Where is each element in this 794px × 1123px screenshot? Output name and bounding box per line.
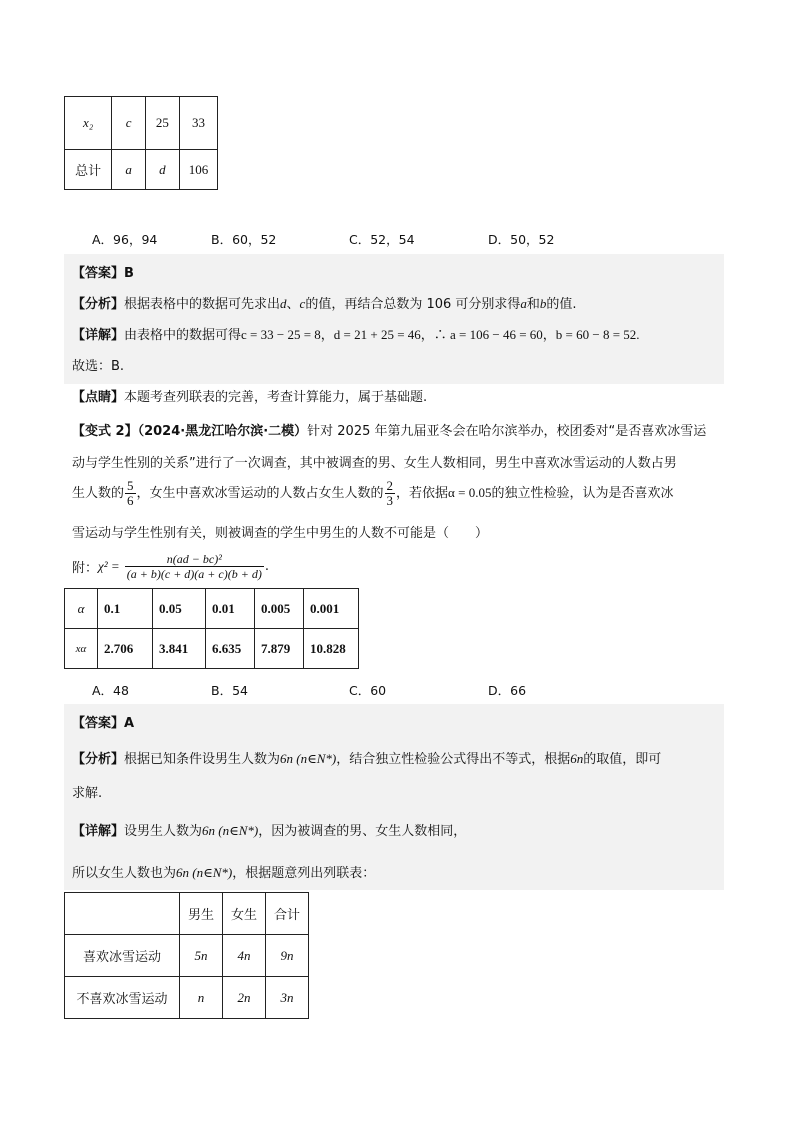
fraction-numerator: 2 (386, 478, 394, 493)
detail-text: 由表格中的数据可得 (124, 328, 242, 343)
formula-lhs: χ² = (98, 558, 120, 574)
analysis-line (72, 293, 577, 312)
option-b: B．60，52 (211, 232, 277, 247)
detail-text: 所以女生人数也为 (72, 866, 177, 881)
math-expression: 6n (570, 751, 584, 766)
question-stem-line (72, 420, 706, 439)
math-var: a (520, 296, 527, 311)
option-b: B．54 (211, 683, 248, 698)
table-row (65, 977, 309, 1019)
math-var: d (280, 296, 287, 311)
analysis-line: 求解. (72, 786, 103, 801)
analysis-text: 根据表格中的数据可先求出 (124, 297, 281, 312)
table-cell: 合计 (266, 893, 309, 935)
detail-line (72, 324, 640, 343)
table-cell: xα (65, 629, 98, 669)
table-cell: 男生 (180, 893, 223, 935)
table-cell: 女生 (223, 893, 266, 935)
comment-label: 【点睛】 (72, 390, 125, 405)
answer-line (72, 262, 134, 281)
table-cell: d (145, 150, 179, 190)
analysis-label: 【分析】 (72, 752, 125, 767)
comment-text: 本题考查列联表的完善，考查计算能力，属于基础题. (124, 390, 428, 405)
table-cell: 2n (223, 977, 266, 1019)
table-cell: 3.841 (153, 629, 206, 669)
analysis-text: 的值，再结合总数为 106 可分别求得 (305, 297, 521, 312)
table-cell: 不喜欢冰雪运动 (65, 977, 180, 1019)
fraction-denominator: 6 (127, 493, 134, 508)
table-cell: a (112, 150, 146, 190)
option-a: A．96，94 (92, 232, 158, 247)
math-expression: 6n (n∈N*) (202, 823, 259, 838)
table-cell (65, 893, 180, 935)
table-row (65, 150, 218, 190)
stem-text: 的独立性检验，认为是否喜欢冰 (491, 486, 674, 501)
table-cell: 0.005 (255, 589, 304, 629)
table-cell: 6.635 (206, 629, 255, 669)
answer-line (72, 712, 134, 731)
table-cell: 25 (145, 97, 179, 150)
table-cell: 3n (266, 977, 309, 1019)
table-cell: 2.706 (98, 629, 153, 669)
top-contingency-table (64, 96, 218, 190)
analysis-line (72, 748, 661, 767)
table-cell: 9n (266, 935, 309, 977)
detail-line (72, 820, 466, 839)
stem-text: 针对 2025 年第九届亚冬会在哈尔滨举办，校团委对“是否喜欢冰雪运 (307, 424, 707, 439)
table-row (65, 589, 359, 629)
table-row (65, 893, 309, 935)
analysis-text: 的值. (546, 297, 577, 312)
analysis-text: 根据已知条件设男生人数为 (124, 752, 281, 767)
table-cell: 4n (223, 935, 266, 977)
fraction-numerator: 5 (127, 478, 134, 493)
formula-end: . (264, 559, 269, 574)
detail-text: ，因为被调查的男、女生人数相同， (258, 824, 467, 839)
answer-value: B (124, 266, 134, 281)
table-cell: 7.879 (255, 629, 304, 669)
math-expression: 6n (n∈N*) (280, 751, 337, 766)
detail-label: 【详解】 (72, 824, 125, 839)
option-c: C．52，54 (349, 232, 415, 247)
contingency-table (64, 892, 309, 1019)
question-stem-line: 雪运动与学生性别有关，则被调查的学生中男生的人数不可能是（ ） (72, 526, 489, 541)
detail-equation: c = 33 − 25 = 8，d = 21 + 25 = 46，∴ a = 106 − 46 = 60，b = 60 − 8 = 52. (241, 327, 640, 342)
detail-line (72, 862, 375, 881)
alpha-value: α = 0.05 (448, 485, 492, 500)
formula-numerator: n(ad − bc)² (125, 552, 264, 567)
analysis-text: 的取值，即可 (583, 752, 662, 767)
formula-denominator: (a + b)(c + d)(a + c)(b + d) (126, 567, 262, 581)
stem-text: ，若依据 (396, 486, 449, 501)
solution-block (64, 254, 724, 384)
answer-value: A (124, 716, 135, 731)
analysis-text: ，结合独立性检验公式得出不等式，根据 (336, 752, 571, 767)
table-row (65, 629, 359, 669)
math-var: b (539, 296, 547, 311)
fraction-two-thirds (385, 479, 396, 508)
option-d: D．66 (488, 683, 527, 698)
math-expression: 6n (n∈N*) (176, 865, 233, 880)
stem-text: ，女生中喜欢冰雪运动的人数占女生人数的 (136, 486, 384, 501)
table-cell: 33 (179, 97, 217, 150)
question-stem-line (72, 479, 673, 508)
answer-label: 【答案】 (72, 266, 125, 281)
table-cell: 0.001 (304, 589, 359, 629)
option-d: D．50，52 (488, 232, 555, 247)
table-cell: n (180, 977, 223, 1019)
math-var: c (299, 296, 306, 311)
option-c: C．60 (349, 683, 387, 698)
question-stem-line: 动与学生性别的关系”进行了一次调查，其中被调查的男、女生人数相同，男生中喜欢冰雪运动的人数占男 (72, 456, 677, 471)
analysis-text: 、 (286, 297, 300, 312)
detail-text: 设男生人数为 (124, 824, 203, 839)
table-cell: 106 (179, 150, 217, 190)
fraction-denominator: 3 (386, 493, 394, 508)
detail-label: 【详解】 (72, 328, 125, 343)
detail-text: ，根据题意列出列联表： (232, 866, 376, 881)
chi-square-formula (72, 552, 269, 581)
fraction-five-sixths (125, 479, 136, 508)
table-cell: 5n (180, 935, 223, 977)
question-source: （2024·黑龙江哈尔滨·二模） (137, 424, 308, 439)
table-cell: α (65, 589, 98, 629)
table-cell: 0.1 (98, 589, 153, 629)
comment-line (72, 386, 427, 405)
table-cell: 0.05 (153, 589, 206, 629)
table-cell: x₂ (65, 97, 112, 150)
table-cell: 总计 (65, 150, 112, 190)
table-cell: 喜欢冰雪运动 (65, 935, 180, 977)
table-row (65, 935, 309, 977)
choose-line: 故选：B. (72, 359, 125, 374)
variant-label: 【变式 2】 (72, 424, 138, 439)
option-a: A．48 (92, 683, 129, 698)
table-cell: 0.01 (206, 589, 255, 629)
appendix-label: 附： (72, 561, 99, 576)
table-row (65, 97, 218, 150)
formula-fraction (125, 552, 264, 581)
analysis-label: 【分析】 (72, 297, 125, 312)
analysis-text: 和 (526, 297, 540, 312)
stem-text: 生人数的 (72, 486, 125, 501)
critical-value-table (64, 588, 359, 669)
answer-label: 【答案】 (72, 716, 125, 731)
table-cell: 10.828 (304, 629, 359, 669)
table-cell: c (112, 97, 146, 150)
